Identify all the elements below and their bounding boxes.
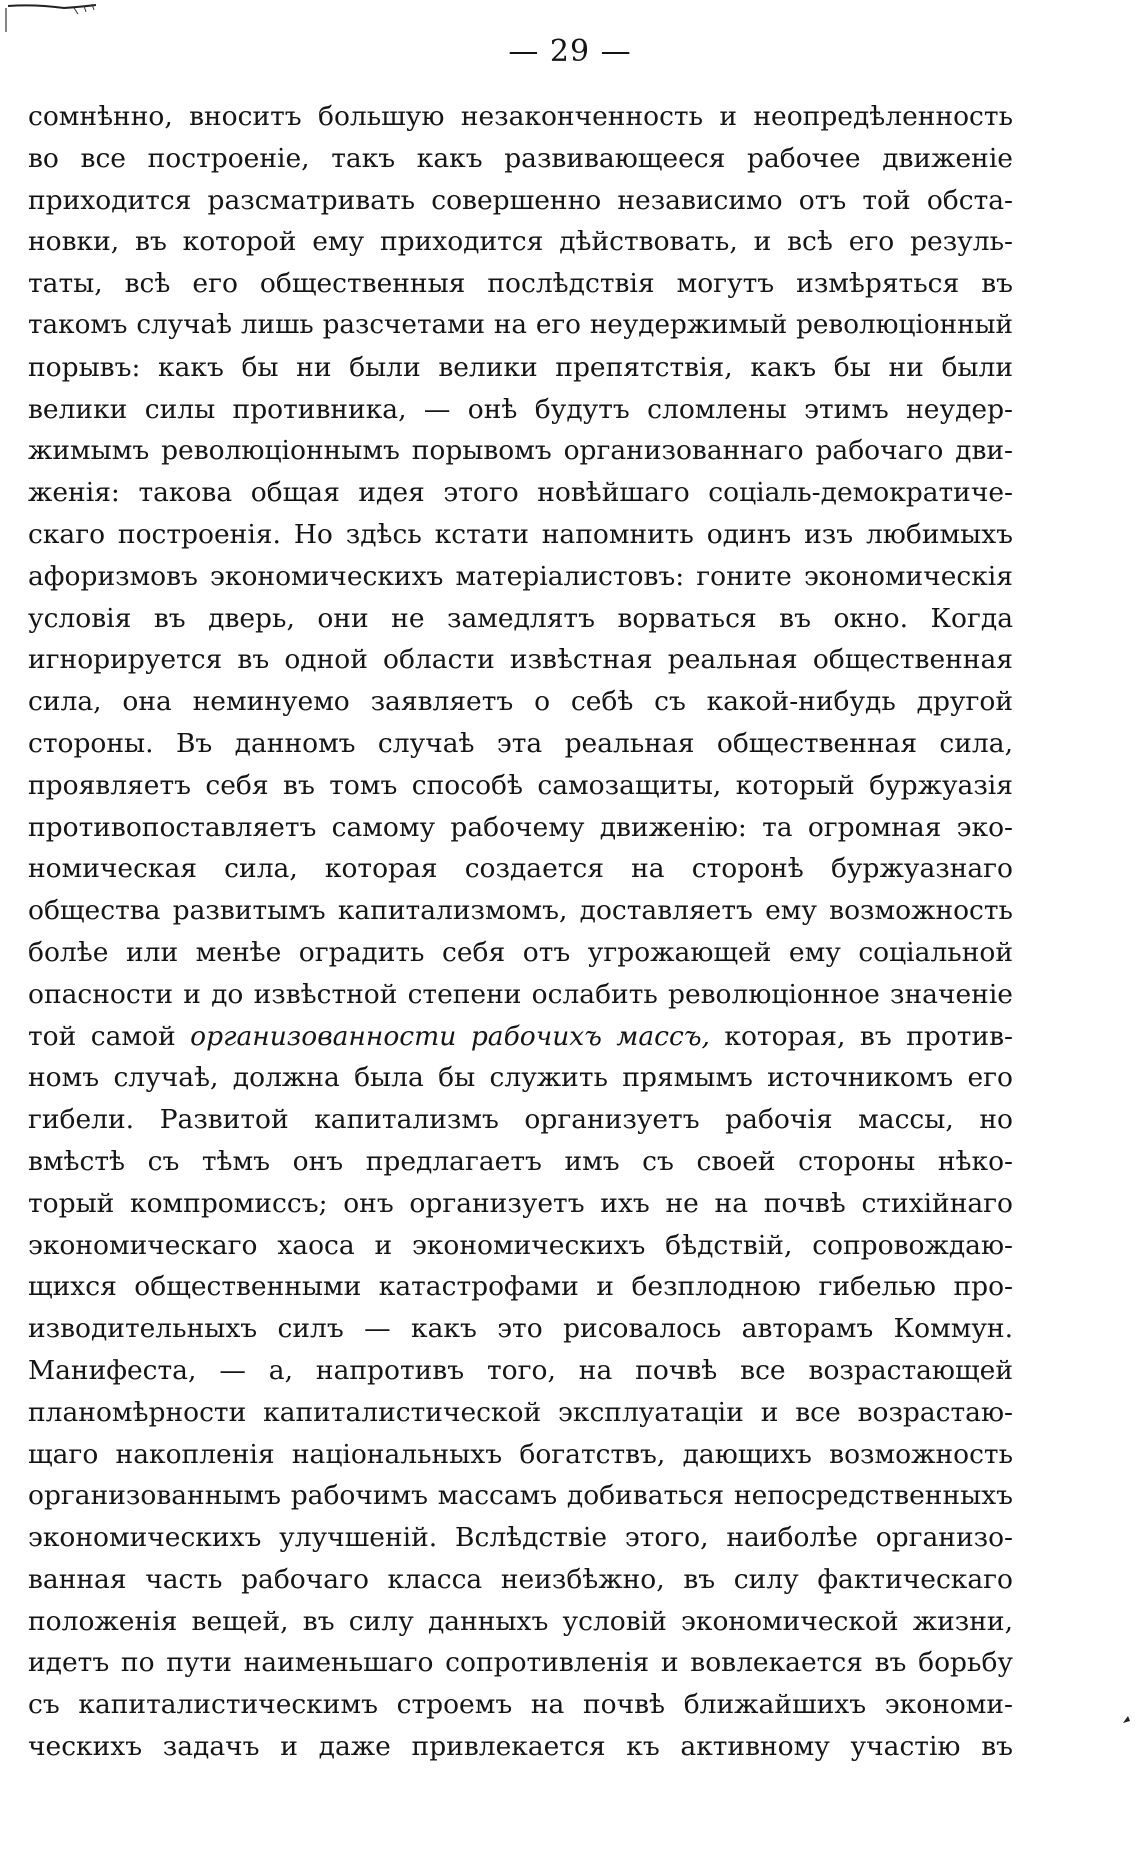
text-line: вмѣстѣ съ тѣмъ онъ предлагаетъ имъ съ своей стороны нѣко- [28, 1145, 1013, 1177]
text-line: планомѣрности капиталистической эксплуатаціи и все возрастаю- [28, 1396, 1013, 1428]
text-line: изводительныхъ силъ — какъ это рисовалось авторамъ Коммун. [28, 1313, 1013, 1345]
text-line: порывъ: какъ бы ни были велики препятствія, какъ бы ни были [28, 351, 1013, 383]
text-line: жимымъ революціоннымъ порывомъ организованнаго рабочаго дви- [28, 435, 1013, 467]
page-number: — 29 — [508, 34, 632, 69]
text-line: номъ случаѣ, должна была бы служить прямымъ источникомъ его [28, 1062, 1013, 1094]
text-line: афоризмовъ экономическихъ матеріалистовъ: гоните экономическія [28, 560, 1013, 592]
text-line: положенія вещей, въ силу данныхъ условій экономической жизни, [28, 1605, 1013, 1637]
text-line: болѣе или менѣе оградить себя отъ угрожающей ему соціальной [28, 936, 1013, 968]
text-line: проявляетъ себя въ томъ способѣ самозащиты, который буржуазія [28, 769, 1013, 801]
text-line: организованнымъ рабочимъ массамъ добиваться непосредственныхъ [28, 1480, 1013, 1512]
text-line: идетъ по пути наименьшаго сопротивленія и вовлекается въ борьбу [28, 1647, 1013, 1679]
text-segment: которая, въ против- [709, 1020, 1013, 1052]
text-line: велики силы противника, — онѣ будутъ сломлены этимъ неудер- [28, 393, 1013, 425]
text-line: ческихъ задачъ и даже привлекается къ активному участію въ [28, 1731, 1013, 1763]
text-line: приходится разсматривать совершенно независимо отъ той обста- [28, 184, 1013, 216]
text-line: торый компромиссъ; онъ организуетъ ихъ не на почвѣ стихійнаго [28, 1187, 1013, 1219]
text-line: женія: такова общая идея этого новѣйшаго соціаль-демократиче- [28, 477, 1013, 509]
text-line-with-italic [28, 1016, 1013, 1058]
text-line: скаго построенія. Но здѣсь кстати напомнить одинъ изъ любимыхъ [28, 518, 1013, 550]
ink-speck [1120, 1712, 1134, 1726]
text-line: игнорируется въ одной области извѣстная реальная общественная [28, 644, 1013, 676]
text-line: общества развитымъ капитализмомъ, доставляетъ ему возможность [28, 895, 1013, 927]
text-line: стороны. Въ данномъ случаѣ эта реальная общественная сила, [28, 727, 1013, 759]
text-line: опасности и до извѣстной степени ослабить революціонное значеніе [28, 978, 1013, 1010]
text-line: экономическаго хаоса и экономическихъ бѣдствій, сопровождаю- [28, 1229, 1013, 1261]
text-line: ванная часть рабочаго класса неизбѣжно, въ силу фактическаго [28, 1563, 1013, 1595]
text-line: сила, она неминуемо заявляетъ о себѣ съ какой-нибудь другой [28, 686, 1013, 718]
text-line: щаго накопленія національныхъ богатствъ, дающихъ возможность [28, 1438, 1013, 1470]
text-line: противопоставляетъ самому рабочему движенію: та огромная эко- [28, 811, 1013, 843]
text-line: условія въ дверь, они не замедлятъ ворваться въ окно. Когда [28, 602, 1013, 634]
text-line: номическая сила, которая создается на сторонѣ буржуазнаго [28, 853, 1013, 885]
text-line: Манифеста, — а, напротивъ того, на почвѣ все возрастающей [28, 1354, 1013, 1386]
text-line: гибели. Развитой капитализмъ организуетъ рабочія массы, но [28, 1104, 1013, 1136]
body-text [28, 96, 1013, 1768]
text-line: щихся общественными катастрофами и безплодною гибелью про- [28, 1271, 1013, 1303]
text-line: во все построеніе, такъ какъ развивающееся рабочее движеніе [28, 142, 1013, 174]
text-segment: той самой [28, 1020, 191, 1052]
text-line: съ капиталистическимъ строемъ на почвѣ ближайшихъ экономи- [28, 1689, 1013, 1721]
text-line: новки, въ которой ему приходится дѣйствовать, и всѣ его резуль- [28, 226, 1013, 258]
text-line: экономическихъ улучшеній. Вслѣдствіе этого, наиболѣе организо- [28, 1522, 1013, 1554]
text-line: таты, всѣ его общественныя послѣдствія могутъ измѣряться въ [28, 268, 1013, 300]
italic-phrase: организованности рабочихъ массъ, [190, 1020, 710, 1052]
text-line: такомъ случаѣ лишь разсчетами на его неудержимый революціонный [28, 309, 1013, 340]
text-line: сомнѣнно, вноситъ большую незаконченность и неопредѣленность [28, 101, 1013, 132]
